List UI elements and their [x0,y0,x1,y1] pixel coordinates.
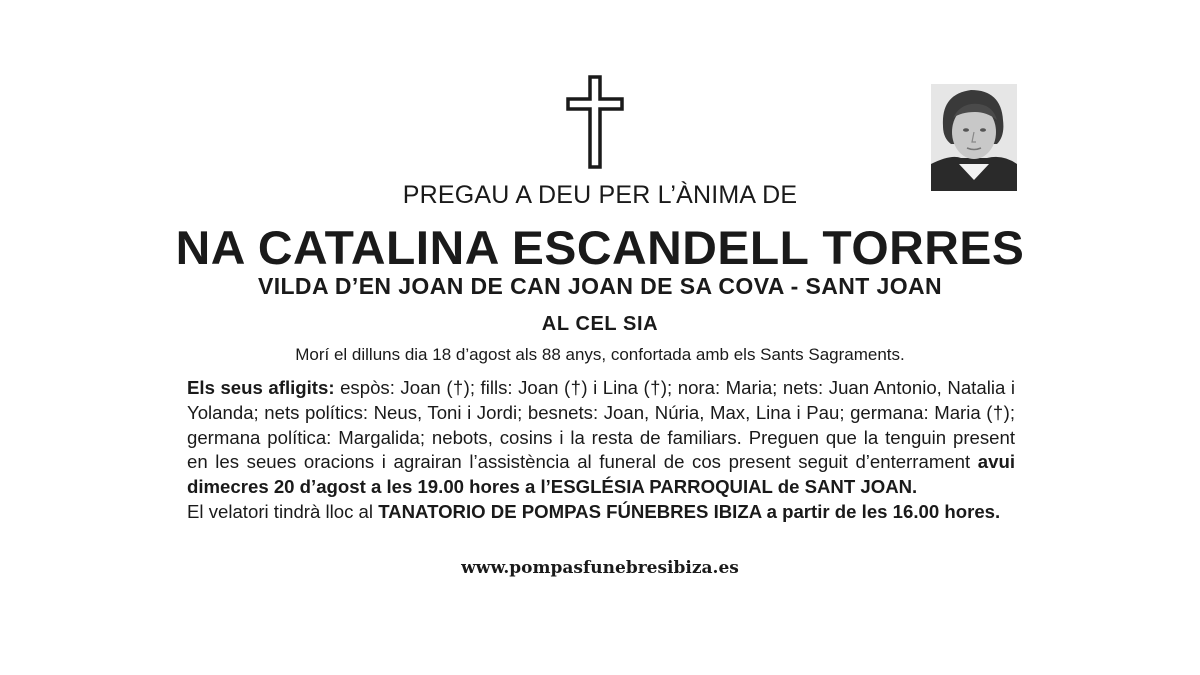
widow-of-line: VILDA D’EN JOAN DE CAN JOAN DE SA COVA - SANT JOAN [257,273,943,299]
death-line: Morí el dilluns dia 18 d’agost als 88 anys, confortada amb els Sants Sagraments. [295,345,905,364]
obituary-body [187,376,1015,525]
wake-details: TANATORIO DE POMPAS FÚNEBRES IBIZA a partir de les 16.00 hores. [378,500,1001,522]
portrait-photo [931,84,1017,191]
cross-icon [566,75,624,169]
mourners-text: espòs: Joan (†); fills: Joan (†) i Lina (†); nora: Maria; nets: Juan Antonio, Natalia i Yolanda; nets polítics: Neus, Toni i Jordi; besnets: Joan, Núria, Max, Lina i Pau; germana: Maria (†); germana política: Margalida; nebots, cosins i la resta de familiars. Preguen que la tenguin present en les seues oracions i agrairan l’assistència al funeral de cos present seguit d’enterrament [187,377,1015,473]
funeral-details: avui dimecres 20 d’agost a les 19.00 hores a l’ESGLÉSIA PARROQUIAL de SANT JOAN. [187,451,1015,498]
website-link[interactable]: www.pompasfunebresibiza.es [461,558,739,578]
deceased-name: NA CATALINA ESCANDELL TORRES [175,221,1025,274]
blessing-line: AL CEL SIA [541,313,659,335]
wake-intro: El velatori tindrà lloc al [187,500,379,522]
prayer-heading: PREGAU A DEU PER L’ÀNIMA DE [402,181,798,209]
mourners-label: Els seus afligits: [187,377,335,398]
